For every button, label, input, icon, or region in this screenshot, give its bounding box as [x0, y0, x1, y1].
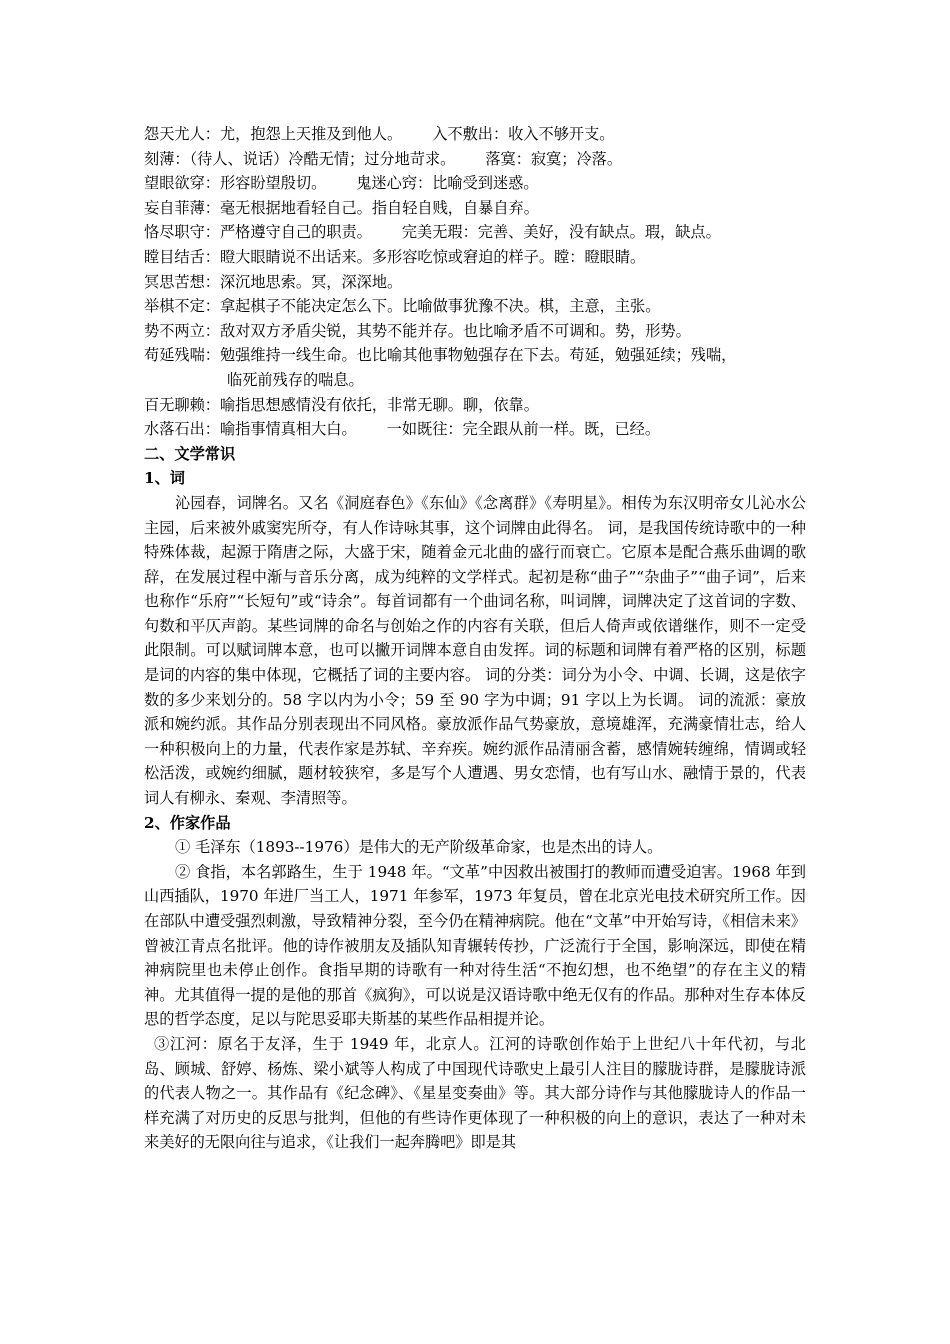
- vocab-entry: 势不两立：敌对双方矛盾尖锐，其势不能并存。也比喻矛盾不可调和。势，形势。: [144, 321, 691, 340]
- vocab-line: [144, 270, 806, 295]
- vocab-line: [144, 245, 806, 270]
- vocab-entry: 完美无瑕：完善、美好，没有缺点。瑕，缺点。: [401, 223, 721, 242]
- vocab-entry: 恪尽职守：严格遵守自己的职责。: [144, 223, 372, 242]
- subsection-heading-authors: 2、作家作品: [144, 813, 231, 832]
- vocab-line: [144, 122, 806, 147]
- subsection-heading-ci: 1、词: [144, 469, 185, 488]
- vocab-entry: 妄自菲薄：毫无根据地看轻自己。指自轻自贱，自暴自弃。: [144, 198, 539, 217]
- vocab-line: [144, 319, 806, 344]
- section-heading: 二、文学常识: [144, 444, 236, 463]
- vocab-entry: 临死前残存的喘息。: [227, 370, 364, 389]
- author-mao-zedong: ① 毛泽东（1893--1976）是伟大的无产阶级革命家，也是杰出的诗人。: [175, 838, 663, 857]
- vocab-entry: 望眼欲穿：形容盼望殷切。: [144, 174, 327, 193]
- vocab-list: [144, 122, 806, 442]
- vocab-line: [144, 343, 806, 368]
- vocab-entry: 一如既往：完全跟从前一样。既，已经。: [386, 420, 660, 439]
- vocab-entry: 瞠目结舌：瞪大眼睛说不出话来。多形容吃惊或窘迫的样子。瞠：瞪眼睛。: [144, 247, 646, 266]
- vocab-line: [144, 220, 806, 245]
- vocab-line: [144, 147, 806, 172]
- vocab-line: [144, 393, 806, 418]
- vocab-line-continuation: [144, 368, 806, 393]
- vocab-entry: 冥思苦想：深沉地思索。冥，深深地。: [144, 272, 403, 291]
- vocab-line: [144, 196, 806, 221]
- author-jiang-he: ③江河：原名于友泽，生于 1949 年，北京人。江河的诗歌创作始于上世纪八十年代初，与北岛、顾城、舒婷、杨炼、梁小斌等人构成了中国现代诗歌史上最引人注目的朦胧诗群，是朦胧诗派的代表人物之一。其作品有《纪念碑》、《星星变奏曲》等。其大部分诗作与其他朦胧诗人的作品一样充满了对历史的反思与批判，但他的有些诗作更体现了一种积极的向上的意识，表达了一种对未来美好的无限向往与追求，《让我们一起奔腾吧》即是其: [144, 1034, 806, 1152]
- vocab-line: [144, 171, 806, 196]
- document-page: [144, 122, 806, 1155]
- vocab-line: [144, 417, 806, 442]
- ci-paragraph: 沁园春，词牌名。又名《洞庭春色》《东仙》《念离群》《寿明星》。相传为东汉明帝女儿沁水公主园，后来被外戚窦宪所夺，有人作诗咏其事，这个词牌由此得名。 词，是我国传统诗歌中的一种特殊体裁，起源于隋唐之际，大盛于宋，随着金元北曲的盛行而衰亡。它原本是配合燕乐曲调的歌辞，在发展过程中渐与音乐分离，成为纯粹的文学样式。起初是称“曲子”“杂曲子”“曲子词”，后来也称作“乐府”“长短句”或“诗余”。每首词都有一个曲词名称，叫词牌，词牌决定了这首词的字数、句数和平仄声韵。某些词牌的命名与创始之作的内容有关联，但后人倚声或依谱继作，则不一定受此限制。可以赋词牌本意，也可以撇开词牌本意自由发挥。词的标题和词牌有着严格的区别，标题是词的内容的集中体现，它概括了词的主要内容。 词的分类：词分为小令、中调、长调，这是依字数的多少来划分的。58 字以内为小令；59 至 90 字为中调；91 字以上为长调。 词的流派：豪放派和婉约派。其作品分别表现出不同风格。豪放派作品气势豪放，意境雄浑，充满豪情壮志，给人一种积极向上的力量，代表作家是苏轼、辛弃疾。婉约派作品清丽含蓄，感情婉转缠绵，情调或轻松活泼，或婉约细腻，题材较狭窄，多是写个人遭遇、男女恋情，也有写山水、融情于景的，代表词人有柳永、秦观、李清照等。: [144, 493, 806, 808]
- vocab-entry: 入不敷出：收入不够开支。: [432, 125, 615, 143]
- vocab-entry: 刻薄：（待人、说话）冷酷无情；过分地苛求。: [144, 149, 456, 168]
- vocab-entry: 怨天尤人：尤，抱怨上天推及到他人。: [144, 125, 403, 143]
- vocab-entry: 苟延残喘：勉强维持一线生命。也比喻其他事物勉强存在下去。苟延，勉强延续；残喘，: [144, 346, 737, 365]
- vocab-entry: 百无聊赖：喻指思想感情没有依托，非常无聊。聊，依靠。: [144, 395, 539, 414]
- vocab-entry: 落寞：寂寞；冷落。: [485, 149, 623, 168]
- author-shi-zhi: ② 食指，本名郭路生，生于 1948 年。“文革”中因救出被围打的教师而遭受迫害。1968 年到山西插队，1970 年进厂当工人，1971 年参军，1973 年复员，曾在北京光电技术研究所工作。因在部队中遭受强烈刺激，导致精神分裂，至今仍在精神病院。他在“文革”中开始写诗，《相信未来》曾被江青点名批评。他的诗作被朋友及插队知青辗转传抄，广泛流行于全国，影响深远，即使在精神病院里也未停止创作。食指早期的诗歌有一种对待生活“不抱幻想，也不绝望”的存在主义的精神。尤其值得一提的是他的那首《疯狗》，可以说是汉语诗歌中绝无仅有的作品。那种对生存本体反思的哲学态度，足以与陀思妥耶夫斯基的某些作品相提并论。: [144, 862, 806, 1029]
- vocab-line: [144, 294, 806, 319]
- vocab-entry: 水落石出：喻指事情真相大白。: [144, 420, 357, 439]
- vocab-entry: 鬼迷心窍：比喻受到迷惑。: [356, 174, 539, 193]
- vocab-entry: 举棋不定：拿起棋子不能决定怎么下。比喻做事犹豫不决。棋，主意，主张。: [144, 297, 661, 316]
